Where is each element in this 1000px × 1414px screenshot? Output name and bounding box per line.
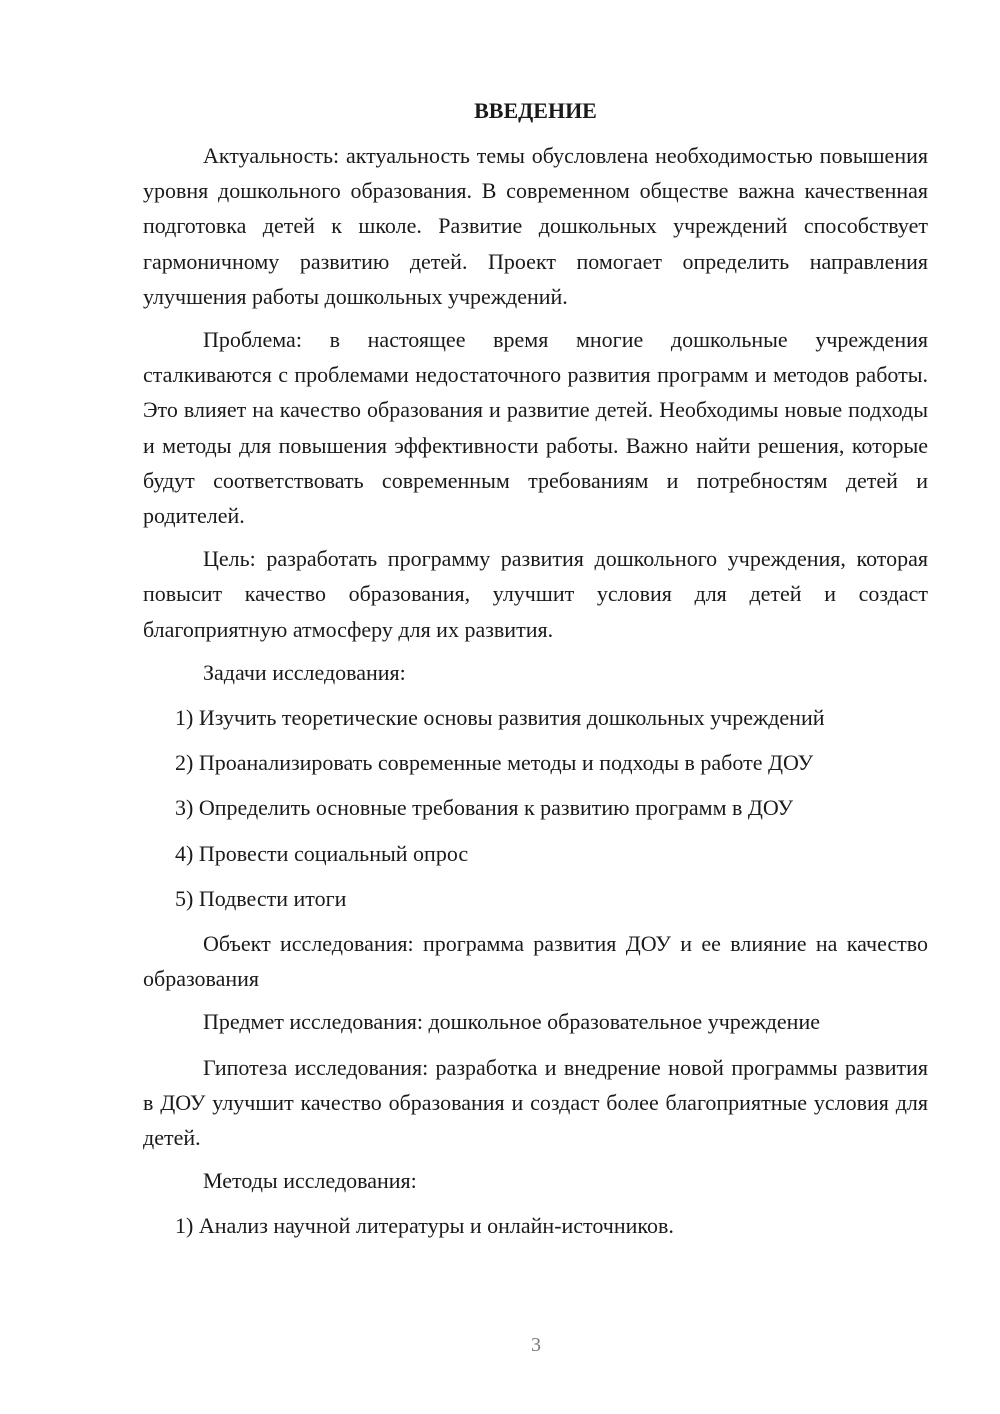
method-item-1: 1) Анализ научной литературы и онлайн-источников.: [175, 1213, 674, 1239]
problem-paragraph: Проблема: в настоящее время многие дошкольные учреждения сталкиваются с проблемами недостаточного развития программ и методов работы. Это влияет на качество образования и развитие детей. Необходимы новые подходы и методы для повышения эффективности работы. Важно найти решения, которые будут соответствовать современным требованиям и потребностям детей и родителей.: [143, 327, 928, 529]
page-number: 3: [531, 1334, 541, 1356]
tasks-heading: Задачи исследования:: [203, 659, 406, 685]
subject-paragraph: Предмет исследования: дошкольное образовательное учреждение: [203, 1009, 820, 1035]
relevance-paragraph: Актуальность: актуальность темы обусловлена необходимостью повышения уровня дошкольного образования. В современном обществе важна качественная подготовка детей к школе. Развитие дошкольных учреждений способствует гармоничному развитию детей. Проект помогает определить направления улучшения работы дошкольных учреждений.: [143, 143, 928, 309]
methods-heading: Методы исследования:: [203, 1168, 417, 1194]
document-page: [143, 96, 928, 1254]
hypothesis-paragraph: Гипотеза исследования: разработка и внедрение новой программы развития в ДОУ улучшит качество образования и создаст более благоприятные условия для детей.: [143, 1054, 928, 1151]
section-title: ВВЕДЕНИЕ: [474, 98, 597, 123]
goal-paragraph: Цель: разработать программу развития дошкольного учреждения, которая повысит качество образования, улучшит условия для детей и создаст благоприятную атмосферу для их развития.: [143, 546, 928, 642]
task-item-3: 3) Определить основные требования к развитию программ в ДОУ: [175, 795, 794, 821]
task-item-5: 5) Подвести итоги: [175, 885, 347, 911]
task-item-2: 2) Проанализировать современные методы и подходы в работе ДОУ: [175, 750, 814, 776]
task-item-1: 1) Изучить теоретические основы развития дошкольных учреждений: [175, 705, 825, 731]
object-paragraph: Объект исследования: программа развития ДОУ и ее влияние на качество образования: [143, 931, 928, 992]
task-item-4: 4) Провести социальный опрос: [175, 840, 469, 866]
